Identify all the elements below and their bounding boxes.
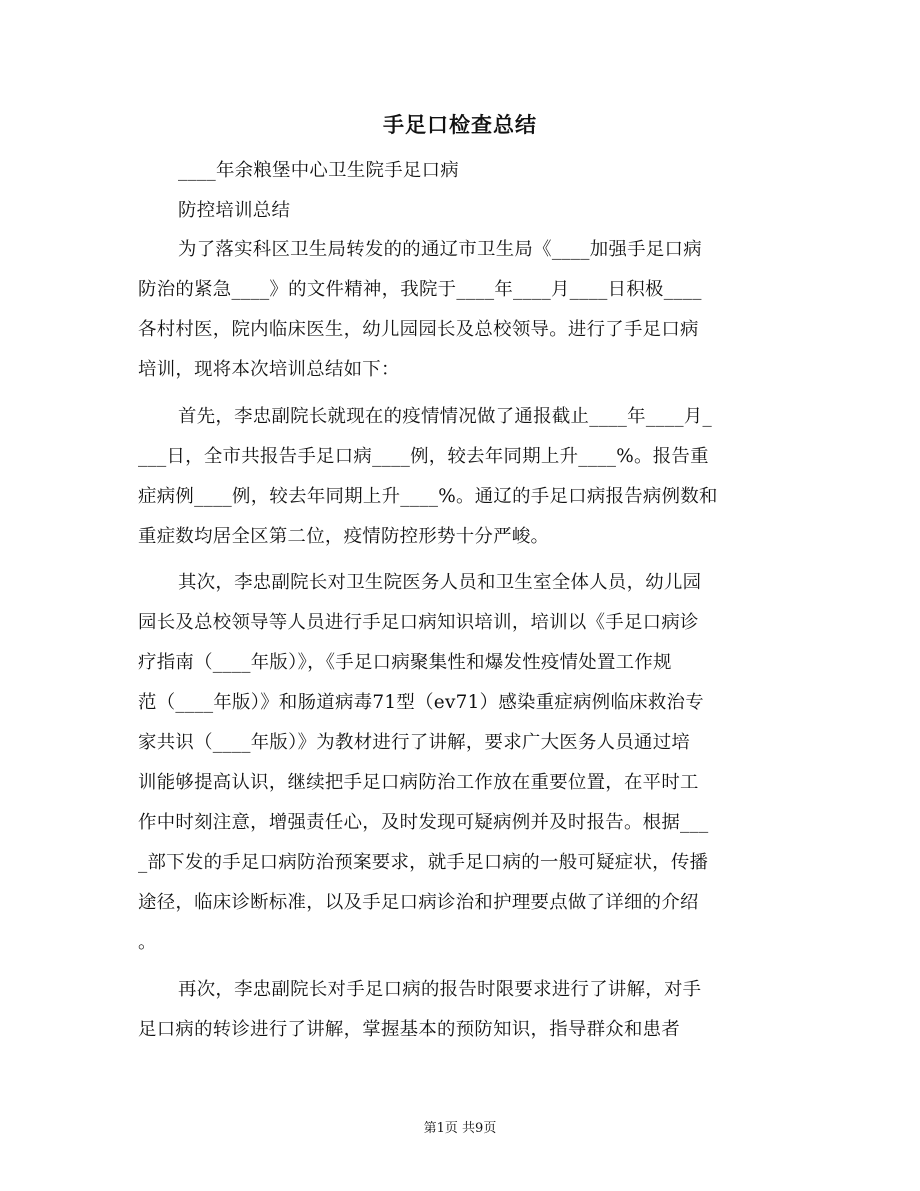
text-line: 为了落实科区卫生局转发的的通辽市卫生局《____加强手足口病 — [178, 239, 702, 260]
text-line: 足口病的转诊进行了讲解，掌握基本的预防知识，指导群众和患者 — [138, 1019, 681, 1040]
text-line: 家共识（____年版）》为教材进行了讲解，要求广大医务人员通过培 — [138, 732, 691, 753]
text-line: 防控培训总结 — [178, 200, 291, 221]
text-line: 其次，李忠副院长对卫生院医务人员和卫生室全体人员，幼儿园 — [178, 572, 702, 593]
text-line: ___日，全市共报告手足口病____例，较去年同期上升____%。报告重 — [138, 446, 709, 467]
text-line: ____年余粮堡中心卫生院手足口病 — [178, 160, 459, 181]
text-line: 。 — [138, 932, 157, 953]
text-line: _部下发的手足口病防治预案要求，就手足口病的一般可疑症状，传播 — [138, 852, 709, 873]
page-number: 第1页 共9页 — [423, 1121, 497, 1136]
text-line: 再次，李忠副院长对手足口病的报告时限要求进行了讲解，对手 — [178, 979, 702, 1000]
text-line: 防治的紧急____》的文件精神，我院于____年____月____日积极____ — [138, 279, 702, 300]
text-line: 训能够提高认识，继续把手足口病防治工作放在重要位置，在平时工 — [138, 772, 699, 793]
text-line: 症病例____例，较去年同期上升____%。通辽的手足口病报告病例数和 — [138, 486, 718, 507]
text-line: 园长及总校领导等人员进行手足口病知识培训，培训以《手足口病诊 — [138, 612, 699, 633]
text-line: 各村村医，院内临床医生，幼儿园园长及总校领导。进行了手足口病 — [138, 319, 699, 340]
document-title: 手足口检查总结 — [383, 112, 537, 137]
text-line: 首先，李忠副院长就现在的疫情情况做了通报截止____年____月_ — [178, 406, 713, 427]
text-line: 培训，现将本次培训总结如下： — [138, 359, 400, 380]
text-line: 疗指南（____年版）》，《手足口病聚集性和爆发性疫情处置工作规 — [138, 652, 672, 673]
text-line: 途径，临床诊断标准，以及手足口病诊治和护理要点做了详细的介绍 — [138, 892, 699, 913]
text-line: 作中时刻注意，增强责任心，及时发现可疑病例并及时报告。根据___ — [138, 812, 709, 833]
text-line: 重症数均居全区第二位，疫情防控形势十分严峻。 — [138, 526, 550, 547]
text-line: 范（____年版）》和肠道病毒71型（ev71）感染重症病例临床救治专 — [138, 692, 704, 713]
